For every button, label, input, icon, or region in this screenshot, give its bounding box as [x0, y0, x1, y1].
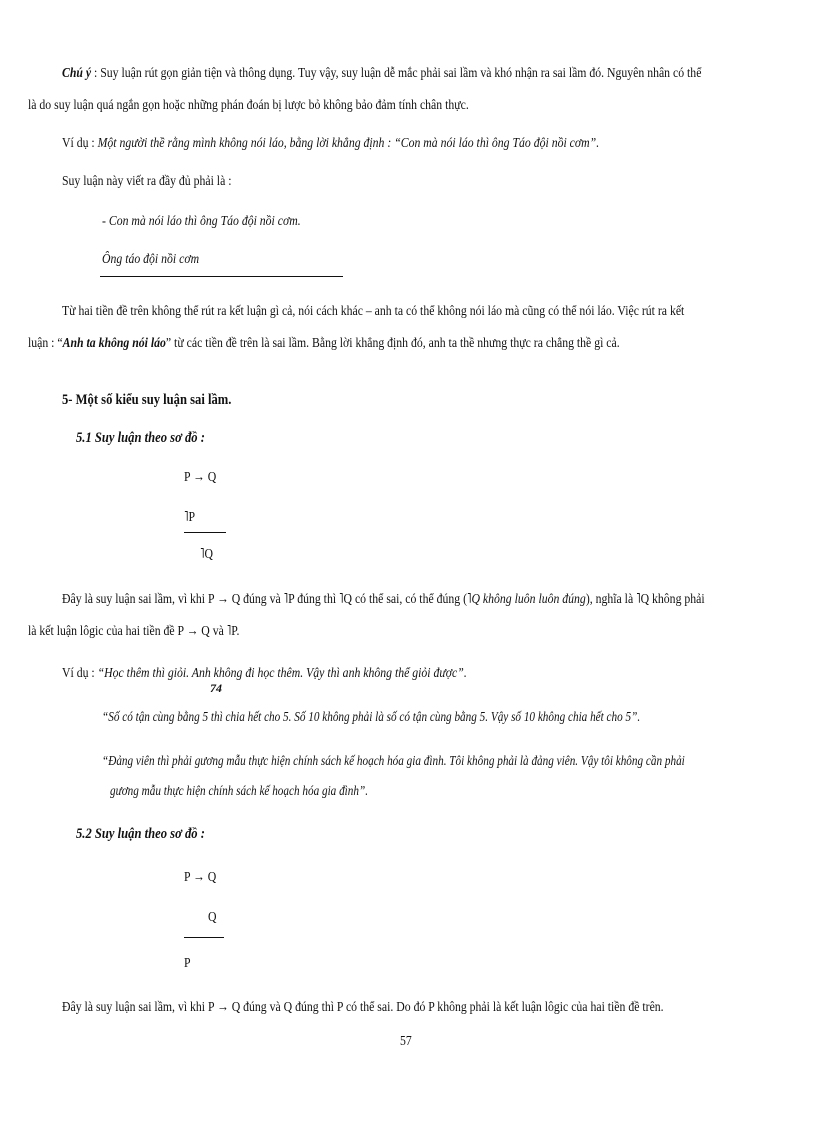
example2-ex3-line2: gương mẫu thực hiện chính sách kế hoạch hóa gia đình”. — [110, 784, 369, 799]
schema2-rule — [184, 937, 224, 938]
note-label: Chú ý — [62, 66, 92, 81]
subsection-5-2-heading: 5.2 Suy luận theo sơ đồ : — [76, 826, 205, 842]
conclusion-quote: Anh ta không nói láo — [62, 336, 166, 351]
schema2-line3: P — [184, 956, 191, 971]
note-text: : Suy luận rút gọn giản tiện và thông dụng. Tuy vậy, suy luận dễ mắc phải sai lầm và khó nhận ra sai lầm đó. Nguyên nhân có thể — [91, 66, 702, 81]
note-paragraph-line2: là do suy luận quá ngắn gọn hoặc những phán đoán bị lược bỏ không bảo đảm tính chân thực. — [28, 98, 469, 113]
conclusion-suffix: ” từ các tiền đề trên là sai lầm. Bằng lời khẳng định đó, anh ta thề nhưng thực ra chẳng thề gì cả. — [165, 336, 620, 351]
schema2-line1: P → Q — [184, 870, 217, 885]
schema1-line3: ˥Q — [200, 547, 214, 562]
premise-2: Ông táo đội nồi cơm — [102, 252, 200, 267]
example2-ex2: “Số có tận cùng bằng 5 thì chia hết cho 5. Số 10 không phải là số có tận cùng bằng 5. Vậy số 10 không chia hết cho 5”. — [102, 710, 641, 725]
para51-text-a: Đây là suy luận sai lầm, vì khi P → Q đúng và ˥P đúng thì ˥Q có thể sai, có thể đúng ( — [62, 592, 467, 607]
example2-ex1: “Học thêm thì giỏi. Anh không đi học thêm. Vậy thì anh không thể giỏi được”. — [97, 666, 467, 681]
para51-line2: là kết luận lôgic của hai tiền đề P → Q và ˥P. — [28, 624, 240, 639]
subsection-5-1-heading: 5.1 Suy luận theo sơ đồ : — [76, 430, 205, 446]
para51-text-b: ), nghĩa là ˥Q không phải — [585, 592, 705, 607]
full-form-intro: Suy luận này viết ra đầy đủ phải là : — [62, 174, 232, 189]
example2-line1 — [62, 664, 467, 684]
para52: Đây là suy luận sai lầm, vì khi P → Q đúng và Q đúng thì P có thể sai. Do đó P không phải là kết luận lôgic của hai tiền đề trên. — [62, 1000, 664, 1015]
conclusion-line1: Từ hai tiền đề trên không thể rút ra kết luận gì cả, nói cách khác – anh ta có thể không nói láo mà cũng có thể nói láo. Việc rút ra kết — [62, 304, 685, 319]
page-number: 57 — [400, 1034, 412, 1049]
schema1-rule — [184, 532, 226, 533]
example1-label: Ví dụ : — [62, 136, 95, 151]
conclusion-prefix: luận : “ — [28, 336, 63, 351]
example2-ex3-line1: “Đảng viên thì phải gương mẫu thực hiện chính sách kế hoạch hóa gia đình. Tôi không phải là đảng viên. Vậy tôi không cần phải — [102, 754, 685, 769]
schema1-line2: ˥P — [184, 510, 196, 525]
schema1-line1: P → Q — [184, 470, 217, 485]
para51-line1 — [62, 590, 705, 610]
conclusion-line2 — [28, 334, 620, 354]
section-5-heading: 5- Một số kiểu suy luận sai lầm. — [62, 392, 232, 408]
example1 — [62, 134, 599, 154]
note-paragraph-line1 — [62, 64, 701, 84]
example2-label: Ví dụ : — [62, 666, 95, 681]
example1-text: Một người thề rằng mình không nói láo, bằng lời khẳng định : “Con mà nói láo thì ông Táo đội nồi cơm”. — [97, 136, 600, 151]
schema2-line2: Q — [208, 910, 217, 925]
para51-italic: ˥Q không luôn luôn đúng — [466, 592, 586, 607]
premise-1: - Con mà nói láo thì ông Táo đội nồi cơm. — [102, 214, 301, 229]
conclusion-rule — [100, 276, 343, 277]
stray-mark: 74 — [210, 681, 222, 695]
